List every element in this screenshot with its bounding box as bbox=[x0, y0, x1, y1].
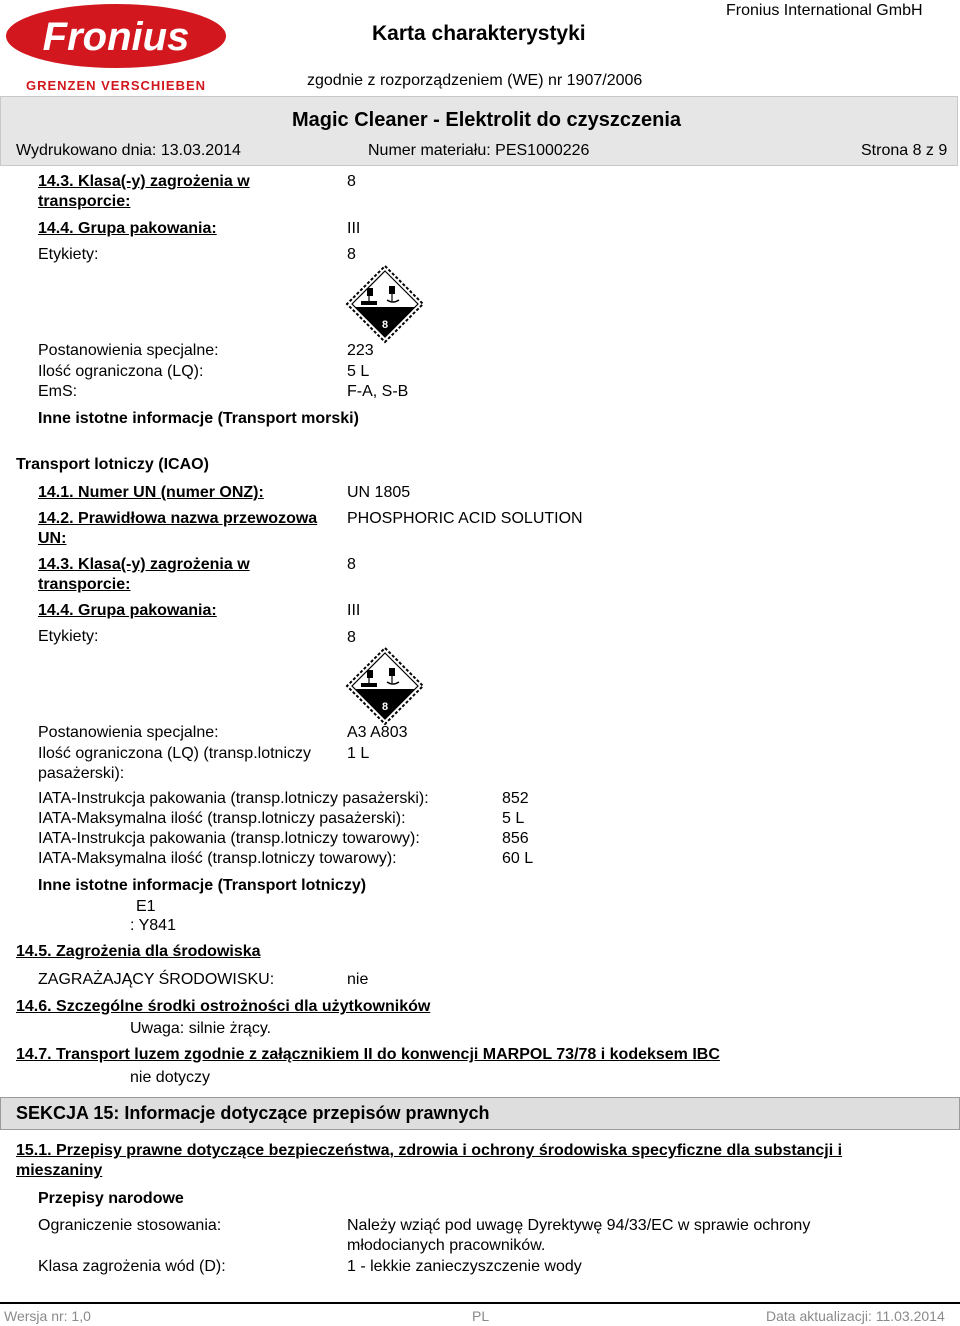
sea-lq-label: Ilość ograniczona (LQ): bbox=[38, 363, 204, 380]
sea-class-label: 14.3. Klasa(-y) zagrożenia w transporcie: bbox=[38, 173, 250, 210]
air-special-label: Postanowienia specjalne: bbox=[38, 724, 219, 741]
sea-class-value: 8 bbox=[347, 173, 356, 190]
water-class-value: 1 - lekkie zanieczyszczenie wody bbox=[347, 1258, 582, 1275]
s146-text: Uwaga: silnie żrący. bbox=[130, 1020, 272, 1037]
iata-row-label: IATA-Maksymalna ilość (transp.lotniczy towarowy): bbox=[38, 850, 397, 867]
sea-other-info: Inne istotne informacje (Transport morski) bbox=[38, 410, 359, 427]
air-un-value: UN 1805 bbox=[347, 484, 411, 501]
print-date: Wydrukowano dnia: 13.03.2014 bbox=[16, 142, 241, 159]
fronius-logo bbox=[4, 2, 226, 96]
air-group-label: 14.4. Grupa pakowania: bbox=[38, 602, 217, 619]
s145-value: nie bbox=[347, 971, 369, 988]
air-lq-label: Ilość ograniczona (LQ) (transp.lotniczy pasażerski): bbox=[38, 745, 311, 782]
air-name-value: PHOSPHORIC ACID SOLUTION bbox=[347, 510, 583, 527]
corrosive-hazard-icon bbox=[345, 264, 425, 344]
sea-group-value: III bbox=[347, 220, 361, 237]
sea-labels-label: Etykiety: bbox=[38, 246, 99, 263]
s145-label: ZAGRAŻAJĄCY ŚRODOWISKU: bbox=[38, 971, 275, 988]
s151-heading: 15.1. Przepisy prawne dotyczące bezpieczeństwa, zdrowia i ochrony środowiska specyficzne dla substancji i mieszaniny bbox=[16, 1142, 843, 1179]
air-other-info: Inne istotne informacje (Transport lotniczy) bbox=[38, 877, 367, 894]
footer-version: Wersja nr: 1,0 bbox=[4, 1308, 91, 1324]
page-number: Strona 8 z 9 bbox=[861, 142, 948, 159]
iata-row-label: IATA-Instrukcja pakowania (transp.lotniczy towarowy): bbox=[38, 830, 420, 847]
corrosive-hazard-icon bbox=[345, 646, 425, 726]
material-number: Numer materiału: PES1000226 bbox=[368, 142, 590, 159]
air-lq-value: 1 L bbox=[347, 745, 370, 762]
s145-heading: 14.5. Zagrożenia dla środowiska bbox=[16, 943, 261, 960]
hazard-class-number: 8 bbox=[381, 701, 389, 713]
sea-ems-value: F-A, S-B bbox=[347, 383, 409, 400]
section15-title: SEKCJA 15: Informacje dotyczące przepisów prawnych bbox=[16, 1103, 490, 1123]
air-class-label: 14.3. Klasa(-y) zagrożenia w transporcie: bbox=[38, 556, 250, 593]
air-special-value: A3 A803 bbox=[347, 724, 408, 741]
s146-heading: 14.6. Szczególne środki ostrożności dla użytkowników bbox=[16, 998, 431, 1015]
air-group-value: III bbox=[347, 602, 361, 619]
s147-heading: 14.7. Transport luzem zgodnie z załącznikiem II do konwencji MARPOL 73/78 i kodeksem IBC bbox=[16, 1046, 720, 1063]
air-class-value: 8 bbox=[347, 556, 356, 573]
sea-special-value: 223 bbox=[347, 342, 374, 359]
iata-row-value: 5 L bbox=[502, 810, 525, 827]
restriction-value: Należy wziąć pod uwagę Dyrektywę 94/33/EC w sprawie ochrony młodocianych pracowników. bbox=[347, 1217, 811, 1254]
air-labels-label: Etykiety: bbox=[38, 628, 99, 645]
regulation-text: zgodnie z rozporządzeniem (WE) nr 1907/2006 bbox=[307, 72, 643, 89]
iata-row-value: 852 bbox=[502, 790, 529, 807]
air-labels-value: 8 bbox=[347, 629, 356, 646]
sea-labels-value: 8 bbox=[347, 246, 356, 263]
water-class-label: Klasa zagrożenia wód (D): bbox=[38, 1258, 226, 1275]
s147-text: nie dotyczy bbox=[130, 1069, 211, 1086]
document-title: Karta charakterystyki bbox=[372, 22, 586, 45]
logo-tagline: GRENZEN VERSCHIEBEN bbox=[25, 78, 207, 93]
air-un-label: 14.1. Numer UN (numer ONZ): bbox=[38, 484, 264, 501]
air-other-line: E1 bbox=[136, 898, 156, 915]
iata-row-value: 60 L bbox=[502, 850, 534, 867]
sea-group-label: 14.4. Grupa pakowania: bbox=[38, 220, 217, 237]
sea-ems-label: EmS: bbox=[38, 383, 78, 400]
iata-row-label: IATA-Maksymalna ilość (transp.lotniczy pasażerski): bbox=[38, 810, 406, 827]
iata-row-value: 856 bbox=[502, 830, 529, 847]
air-heading: Transport lotniczy (ICAO) bbox=[16, 456, 209, 473]
logo-text: Fronius bbox=[42, 15, 190, 59]
footer-update-date: Data aktualizacji: 11.03.2014 bbox=[766, 1308, 945, 1324]
national-regs-heading: Przepisy narodowe bbox=[38, 1190, 184, 1207]
footer-language: PL bbox=[472, 1308, 490, 1324]
footer-divider bbox=[0, 1302, 960, 1304]
air-other-line: : Y841 bbox=[130, 917, 176, 934]
air-name-label: 14.2. Prawidłowa nazwa przewozowa UN: bbox=[38, 510, 318, 547]
hazard-class-number: 8 bbox=[381, 319, 389, 331]
product-name: Magic Cleaner - Elektrolit do czyszczenia bbox=[292, 109, 682, 131]
iata-row-label: IATA-Instrukcja pakowania (transp.lotniczy pasażerski): bbox=[38, 790, 429, 807]
sea-lq-value: 5 L bbox=[347, 363, 370, 380]
restriction-label: Ograniczenie stosowania: bbox=[38, 1217, 222, 1234]
company-name: Fronius International GmbH bbox=[726, 2, 923, 19]
sea-special-label: Postanowienia specjalne: bbox=[38, 342, 219, 359]
